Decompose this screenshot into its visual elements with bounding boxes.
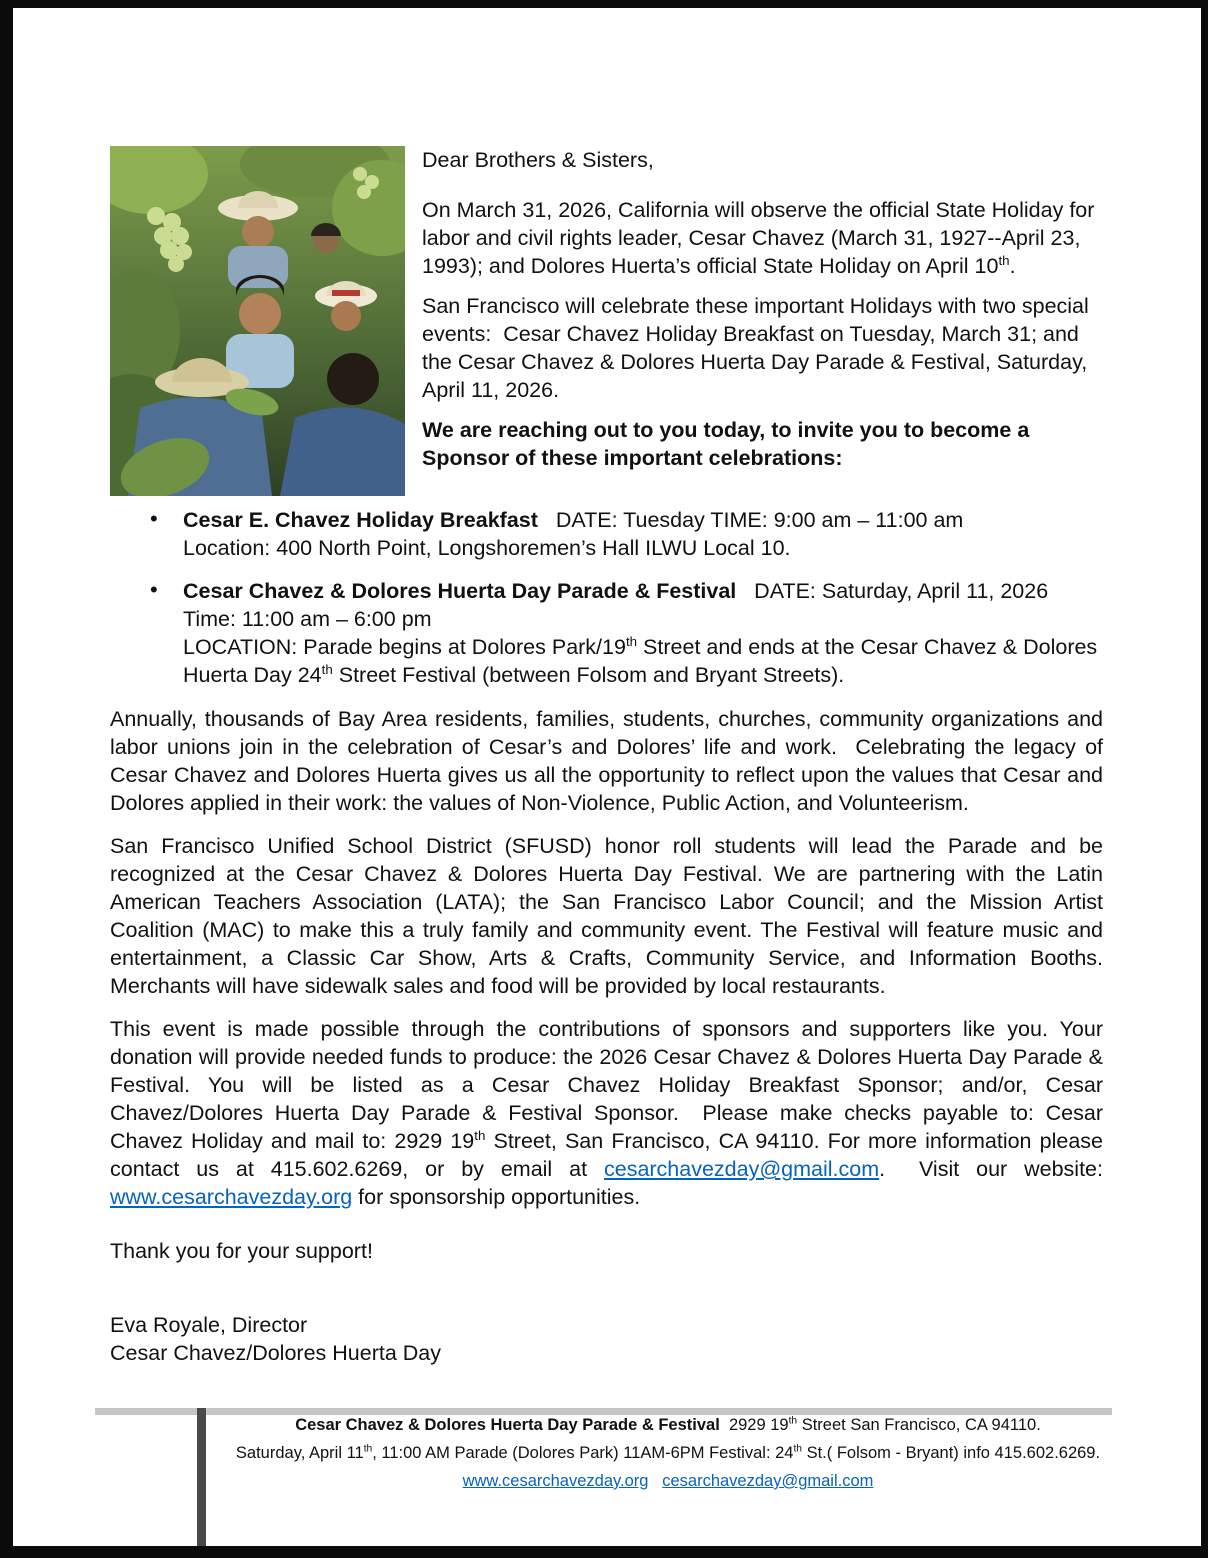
footer-line-address <box>213 1411 1123 1439</box>
text-run: , 11:00 AM Parade (Dolores Park) 11AM-6PM Festival: 24 <box>372 1444 794 1462</box>
text-run: St.( Folsom - Bryant) info 415.602.6269. <box>802 1444 1101 1462</box>
paragraph-sfusd-partners <box>110 832 1103 1000</box>
intro-paragraph-sf-events <box>422 292 1103 404</box>
text-run: for sponsorship opportunities. <box>352 1185 641 1209</box>
text-run: Street, San Francisco, CA 94110. For more information please contact us at 415.602.6269, or by email at <box>110 1129 1103 1181</box>
closing-thanks: Thank you for your support! <box>110 1239 373 1263</box>
email-link[interactable]: cesarchavezday@gmail.com <box>603 1157 880 1181</box>
text-run: San Francisco Unified School District (SFUSD) honor roll students will lead the Parade and be recognized at the Cesar Chavez & Dolores Huerta Day Festival. We are partnering with the Latin American Teachers Association (LATA); the San Francisco Labor Council; and the Mission Artist Coalition (MAC) to make this a truly family and community event. The Festival will feature music and entertainment, a Classic Car Show, Arts & Crafts, Community Service, and Information Booths. Merchants will have sidewalk sales and food will be provided by local restaurants. <box>110 834 1103 998</box>
intro-paragraph-sponsor-invite <box>422 416 1103 472</box>
text-run: th <box>998 252 1010 268</box>
text-run: . Visit our website: <box>879 1157 1103 1181</box>
text-run: th <box>363 1443 373 1455</box>
text-run: San Francisco will celebrate these important Holidays with two special events: Cesar Chavez Holiday Breakfast on Tuesday, March 31; and the Cesar Chavez & Dolores Huerta Day Parade & Festival, Saturday, April 11, 2026. <box>422 294 1089 402</box>
footer-line-links <box>213 1467 1123 1495</box>
event-breakfast-location-line <box>183 534 1103 562</box>
text-run: Cesar Chavez & Dolores Huerta Day Parade & Festival <box>295 1416 720 1434</box>
signature-organization: Cesar Chavez/Dolores Huerta Day <box>110 1341 441 1365</box>
photo-cesar-chavez-farmworkers <box>110 146 405 496</box>
event-breakfast-title-line <box>183 506 1103 534</box>
text-run: Cesar Chavez & Dolores Huerta Day Parade & Festival <box>183 579 737 603</box>
event-parade-location-line <box>183 633 1103 689</box>
paragraph-annual-celebration <box>110 705 1103 817</box>
vineyard-photo-image <box>110 146 405 496</box>
text-run <box>648 1472 662 1490</box>
event-parade-time-line <box>183 605 1103 633</box>
intro-text-column <box>422 146 1103 484</box>
paragraph-sponsorship-details <box>110 1015 1103 1211</box>
text-run: th <box>788 1415 798 1427</box>
text-run: Street San Francisco, CA 94110. <box>797 1416 1041 1434</box>
footer-email-link[interactable]: cesarchavezday@gmail.com <box>662 1472 874 1490</box>
signature-name: Eva Royale, Director <box>110 1313 308 1337</box>
footer <box>213 1411 1123 1495</box>
text-run: DATE: Saturday, April 11, 2026 <box>736 579 1049 603</box>
text-run: Street Festival (between Folsom and Bryant Streets). <box>332 663 845 687</box>
signature-block <box>110 1311 1103 1367</box>
text-run: Location: 400 North Point, Longshoremen’s Hall ILWU Local 10. <box>183 536 791 560</box>
text-run: . <box>1009 254 1016 278</box>
event-item-parade-festival <box>110 577 1103 689</box>
footer-line-schedule <box>213 1439 1123 1467</box>
footer-accent-bar <box>197 1408 206 1546</box>
event-item-holiday-breakfast <box>110 506 1103 562</box>
event-parade-title-line <box>183 577 1103 605</box>
text-run: Annually, thousands of Bay Area residents, families, students, churches, community organizations and labor unions join in the celebration of Cesar’s and Dolores’ life and work. Celebrating the legacy of Cesar Chavez and Dolores Huerta gives us all the opportunity to reflect upon the values that Cesar and Dolores applied in their work: the values of Non-Violence, Public Action, and Volunteerism. <box>110 707 1103 815</box>
text-run: th <box>321 661 333 677</box>
text-run: 2929 19 <box>719 1416 789 1434</box>
text-run: On March 31, 2026, California will observe the official State Holiday for labor and civil rights leader, Cesar Chavez (March 31, 1927--April 23, 1993); and Dolores Huerta’s official State Holiday on April 10 <box>422 198 1095 278</box>
text-run: th <box>625 633 638 649</box>
intro-paragraph-state-holiday <box>422 196 1103 280</box>
intro-section <box>110 146 1103 496</box>
text-run: DATE: Tuesday TIME: 9:00 am – 11:00 am <box>537 508 964 532</box>
letter-body <box>13 8 1201 1367</box>
text-run: Street and ends at the Cesar Chavez & Dolores Huerta Day 24 <box>183 635 1098 687</box>
salutation: Dear Brothers & Sisters, <box>422 148 654 172</box>
text-run: Cesar E. Chavez Holiday Breakfast <box>183 508 538 532</box>
text-run: th <box>474 1127 486 1143</box>
text-run: Time: 11:00 am – 6:00 pm <box>183 607 432 631</box>
footer-website-link[interactable]: www.cesarchavezday.org <box>462 1472 649 1490</box>
text-run: Saturday, April 11 <box>235 1444 364 1462</box>
text-run: th <box>793 1443 802 1455</box>
text-run: We are reaching out to you today, to invite you to become a Sponsor of these important celebrations: <box>422 418 1030 470</box>
website-link[interactable]: www.cesarchavezday.org <box>110 1185 353 1209</box>
text-run: LOCATION: Parade begins at Dolores Park/19 <box>183 635 626 659</box>
events-list <box>110 506 1103 689</box>
text-run: This event is made possible through the contributions of sponsors and supporters like you. Your donation will provide needed funds to produce: the 2026 Cesar Chavez & Dolores Huerta Day Parade & Festival. You will be listed as a Cesar Chavez Holiday Breakfast Sponsor; and/or, Cesar Chavez/Dolores Huerta Day Parade & Festival Sponsor. Please make checks payable to: Cesar Chavez Holiday and mail to: 2929 19 <box>110 1017 1103 1153</box>
